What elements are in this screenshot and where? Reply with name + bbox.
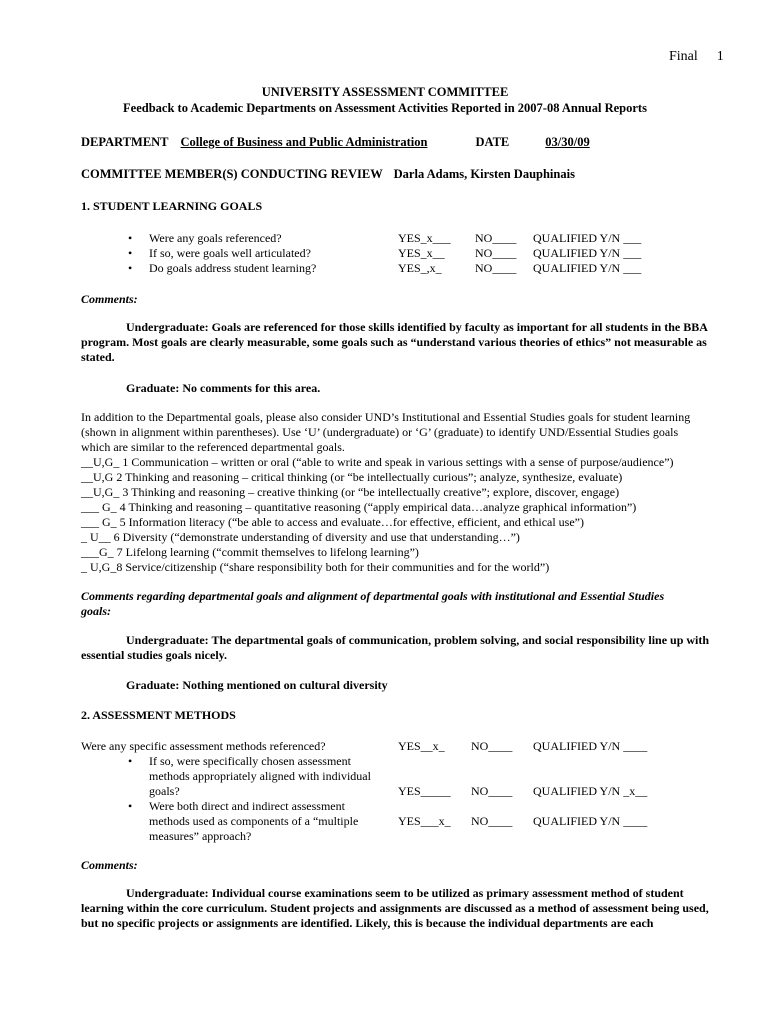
bullet-icon: • — [128, 231, 133, 245]
header-label: Final — [669, 49, 698, 64]
graduate-comment: Graduate: No comments for this area. — [126, 381, 321, 395]
intro-line: which are similar to the referenced departmental goals. — [81, 440, 345, 454]
page-header — [669, 49, 724, 64]
department-value: College of Business and Public Administration — [180, 135, 428, 149]
bullet-icon: • — [128, 754, 133, 768]
answer-yes: YES_,x_ — [398, 261, 442, 275]
answer-no: NO____ — [471, 739, 513, 753]
department-line — [81, 135, 636, 150]
committee-line — [81, 167, 575, 182]
goal-item: __U,G_ 3 Thinking and reasoning – creative thinking (or “be intellectually creative”; explore, discover, engage) — [81, 485, 620, 499]
answer-yes: YES_x__ — [398, 246, 445, 260]
question-line: goals? — [149, 784, 180, 798]
intro-line: In addition to the Departmental goals, please also consider UND’s Institutional and Essential Studies goals for student learning — [81, 410, 691, 424]
document-subtitle: Feedback to Academic Departments on Assessment Activities Reported in 2007-08 Annual Reports — [123, 101, 647, 115]
answer-no: NO____ — [471, 784, 513, 798]
undergrad-comment: Undergraduate: Goals are referenced for those skills identified by faculty as important for all students in the BBA program. Most goals are clearly measurable, some goals such as “understand various theories of ethics” not measurable as stated. — [81, 320, 708, 364]
alignment-label-line: Comments regarding departmental goals and alignment of departmental goals with institutional and Essential Studies — [81, 589, 665, 603]
answer-qualified: QUALIFIED Y/N ____ — [533, 739, 648, 753]
alignment-label-line: goals: — [81, 604, 111, 618]
bullet-icon: • — [128, 799, 133, 813]
answer-yes: YES___x_ — [398, 814, 451, 828]
goal-item: ___ G_ 4 Thinking and reasoning – quantitative reasoning (“apply empirical data…analyze graphical information”) — [81, 500, 637, 514]
goal-item: ___G_ 7 Lifelong learning (“commit themselves to lifelong learning”) — [81, 545, 419, 559]
date-label: DATE — [475, 135, 510, 149]
question-text: Do goals address student learning? — [149, 261, 317, 275]
answer-qualified: QUALIFIED Y/N ____ — [533, 814, 648, 828]
goal-item: _ U__ 6 Diversity (“demonstrate understanding of diversity and use that understanding…”) — [81, 530, 520, 544]
question-line: methods appropriately aligned with individual — [149, 769, 371, 783]
goal-item: _ U,G_8 Service/citizenship (“share responsibility both for their communities and for the world”) — [81, 560, 550, 574]
question-line: If so, were specifically chosen assessment — [149, 754, 351, 768]
question-line: Were both direct and indirect assessment — [149, 799, 345, 813]
date-value: 03/30/09 — [545, 135, 590, 149]
document-title: UNIVERSITY ASSESSMENT COMMITTEE — [261, 85, 509, 99]
committee-label: COMMITTEE MEMBER(S) CONDUCTING REVIEW — [81, 167, 383, 181]
bullet-icon: • — [128, 261, 133, 275]
department-label: DEPARTMENT — [81, 135, 169, 149]
goal-item: __U,G_ 1 Communication – written or oral (“able to write and speak in various settings with a sense of purpose/audience”) — [81, 455, 674, 469]
question-text: If so, were goals well articulated? — [149, 246, 311, 260]
alignment-undergrad-comment: Undergraduate: The departmental goals of communication, problem solving, and social responsibility line up with essential studies goals nicely. — [81, 633, 710, 662]
answer-yes: YES_x___ — [398, 231, 451, 245]
answer-qualified: QUALIFIED Y/N ___ — [533, 231, 642, 245]
question-text: Were any specific assessment methods referenced? — [81, 739, 326, 753]
question-line: measures” approach? — [149, 829, 252, 843]
answer-no: NO____ — [475, 231, 517, 245]
bullet-icon: • — [128, 246, 133, 260]
section-2-undergrad-comment: Undergraduate: Individual course examinations seem to be utilized as primary assessment method of student learning within the core curriculum. Student projects and assignments are discussed as a method of assessment being used, but no specific projects or assignments are identified. Likely, this is because the individual departments are each — [81, 886, 709, 930]
answer-no: NO____ — [471, 814, 513, 828]
answer-no: NO____ — [475, 261, 517, 275]
question-line: methods used as components of a “multiple — [149, 814, 359, 828]
alignment-graduate-comment: Graduate: Nothing mentioned on cultural diversity — [126, 678, 388, 692]
answer-qualified: QUALIFIED Y/N _x__ — [533, 784, 648, 798]
comments-label: Comments: — [81, 292, 138, 306]
answer-qualified: QUALIFIED Y/N ___ — [533, 246, 642, 260]
answer-yes: YES__x_ — [398, 739, 445, 753]
committee-value: Darla Adams, Kirsten Dauphinais — [393, 167, 575, 181]
section-1-heading: 1. STUDENT LEARNING GOALS — [81, 199, 263, 213]
answer-no: NO____ — [475, 246, 517, 260]
goal-item: __U,G 2 Thinking and reasoning – critical thinking (or “be intellectually curious”; analyze, synthesize, evaluate) — [81, 470, 623, 484]
page-number: 1 — [716, 49, 724, 64]
comments-label: Comments: — [81, 858, 138, 872]
goal-item: ___ G_ 5 Information literacy (“be able to access and evaluate…for effective, efficient, and ethical use”) — [81, 515, 584, 529]
intro-line: (shown in alignment within parentheses). Use ‘U’ (undergraduate) or ‘G’ (graduate) to identify UND/Essential Studies goals — [81, 425, 679, 439]
question-text: Were any goals referenced? — [149, 231, 282, 245]
answer-yes: YES_____ — [398, 784, 451, 798]
section-2-heading: 2. ASSESSMENT METHODS — [81, 708, 236, 722]
answer-qualified: QUALIFIED Y/N ___ — [533, 261, 642, 275]
